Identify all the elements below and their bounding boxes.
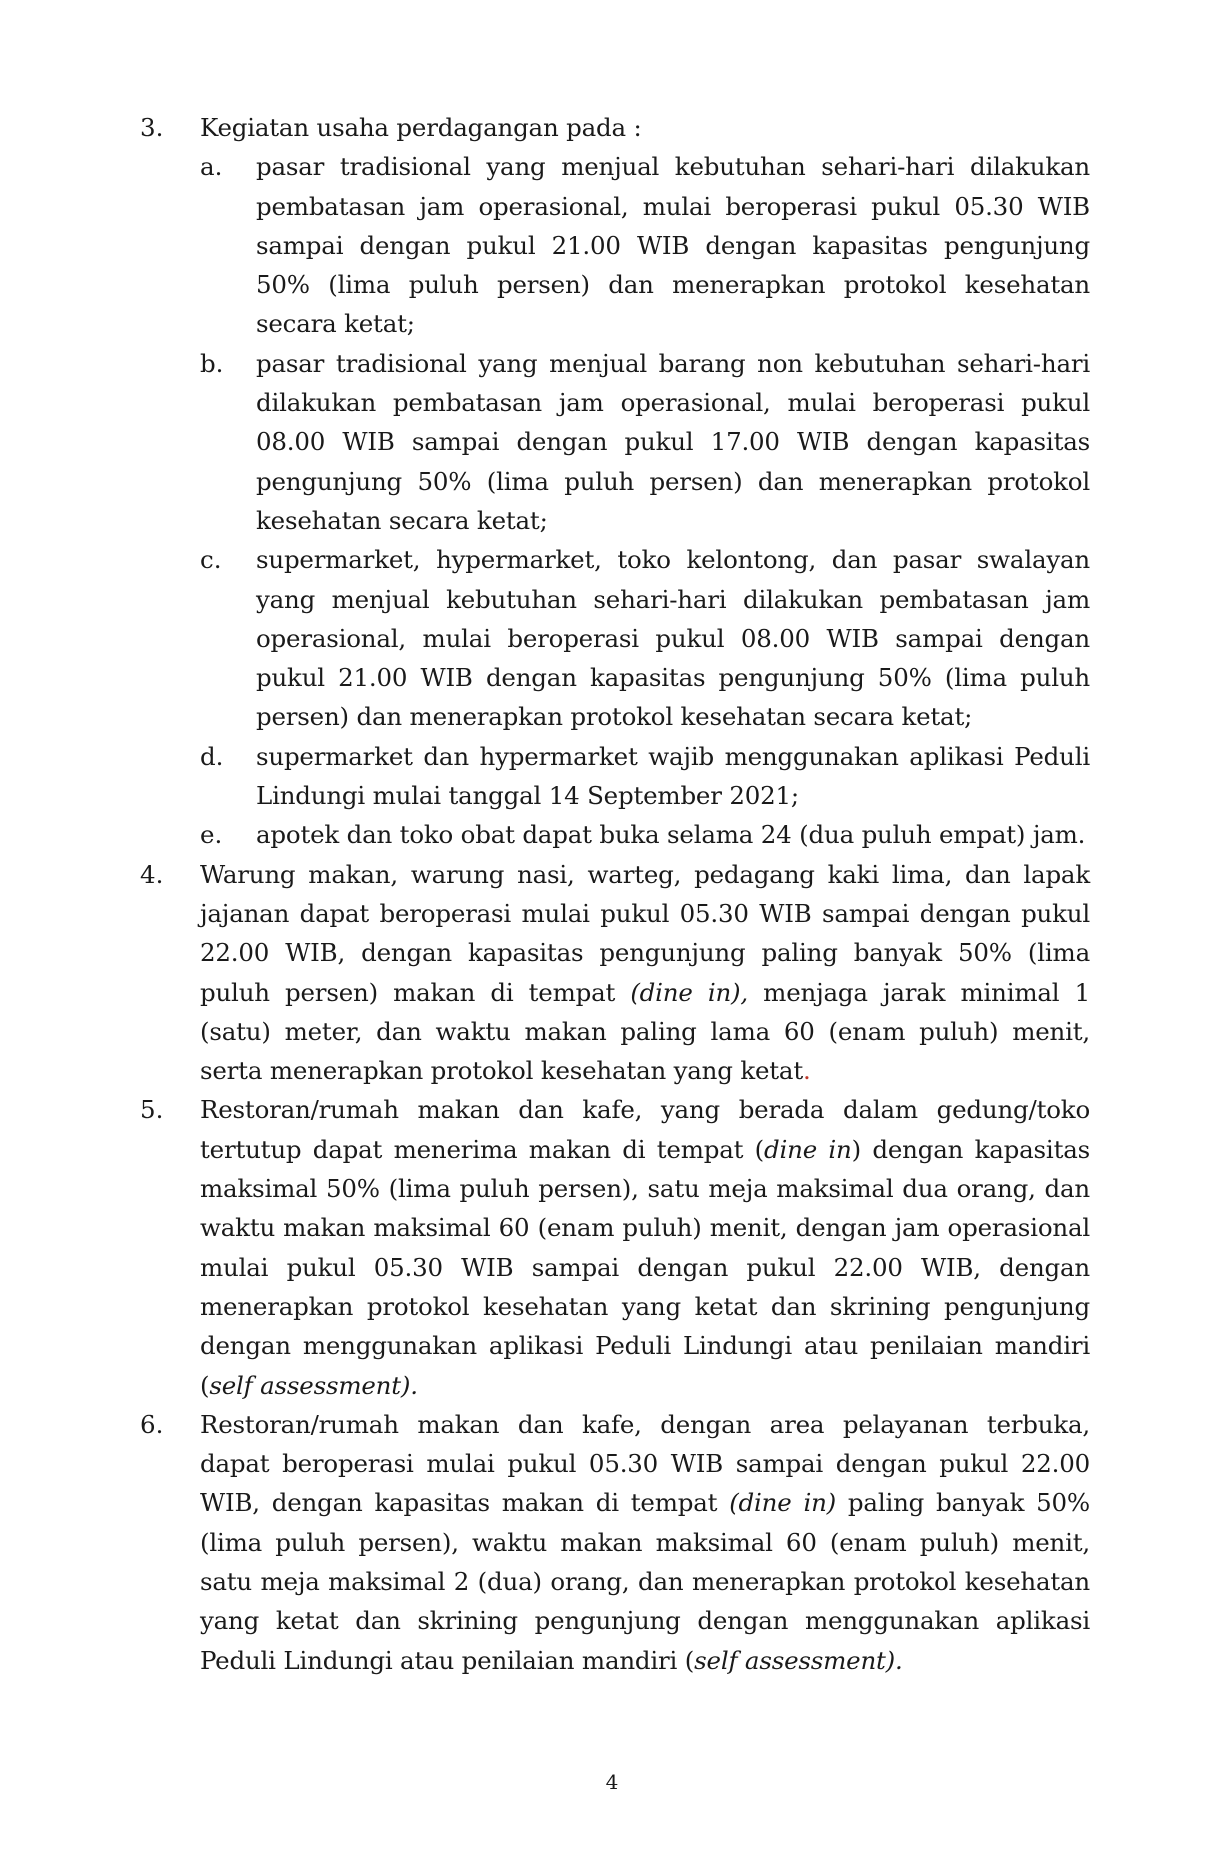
subitem-a (200, 147, 1090, 343)
list-item-5 (140, 1090, 1090, 1404)
italic-segment: (dine in), (630, 977, 748, 1007)
subitem-text: apotek dan toko obat dapat buka selama 24 (dua puluh empat) jam. (256, 820, 1086, 850)
subitem-text: supermarket dan hypermarket wajib menggunakan aplikasi Peduli Lindungi mulai tanggal 14 September 2021; (256, 741, 1090, 811)
item-number: 4. (140, 859, 164, 889)
text-segment: ) dengan kapasitas maksimal 50% (lima puluh persen), satu meja maksimal dua orang, dan waktu makan maksimal 60 (enam puluh) menit, dengan jam operasional mulai pukul 05.30 WIB sampai dengan pukul 22.00 WIB, dengan menerapkan protokol kesehatan yang ketat dan skrining pengunjung dengan menggunakan aplikasi Peduli Lindungi atau penilaian mandiri ( (200, 1134, 1090, 1400)
item-text (200, 855, 1090, 1091)
item-text (200, 1405, 1090, 1680)
text-segment: Restoran/rumah makan dan kafe, yang berada dalam gedung/toko tertutup dapat menerima makan di tempat ( (200, 1095, 1090, 1164)
subitem-letter: c. (200, 545, 222, 575)
subitem-e (200, 815, 1090, 854)
end-mark: . (802, 1056, 811, 1086)
subitem-letter: b. (200, 348, 224, 378)
item-number: 5. (140, 1095, 164, 1125)
italic-segment: dine in (764, 1134, 852, 1164)
subitem-d (200, 737, 1090, 816)
subitem-text: pasar tradisional yang menjual barang non kebutuhan sehari-hari dilakukan pembatasan jam operasional, mulai beroperasi pukul 08.00 WIB sampai dengan pukul 17.00 WIB dengan kapasitas pengunjung 50% (lima puluh persen) dan menerapkan protokol kesehatan secara ketat; (256, 348, 1090, 535)
item-text: Kegiatan usaha perdagangan pada : (200, 113, 642, 142)
subitem-text: pasar tradisional yang menjual kebutuhan sehari-hari dilakukan pembatasan jam operasional, mulai beroperasi pukul 05.30 WIB sampai dengan pukul 21.00 WIB dengan kapasitas pengunjung 50% (lima puluh persen) dan menerapkan protokol kesehatan secara ketat; (256, 152, 1090, 339)
document-body (140, 108, 1090, 1680)
italic-segment: self assessment). (694, 1645, 903, 1675)
text-segment: Restoran/rumah makan dan kafe, dengan area pelayanan terbuka, dapat beroperasi mulai pukul 05.30 WIB sampai dengan pukul 22.00 WIB, dengan kapasitas makan di tempat (200, 1409, 1090, 1518)
text-segment: paling banyak 50% (lima puluh persen), waktu makan maksimal 60 (enam puluh) menit, satu meja maksimal 2 (dua) orang, dan menerapkan protokol kesehatan yang ketat dan skrining pengunjung dengan menggunakan aplikasi Peduli Lindungi atau penilaian mandiri ( (200, 1488, 1090, 1675)
list-item-4 (140, 855, 1090, 1091)
text-segment: menjaga jarak minimal 1 (satu) meter, dan waktu makan paling lama 60 (enam puluh) menit, serta menerapkan protokol kesehatan yang ketat (200, 977, 1090, 1086)
subitem-text: supermarket, hypermarket, toko kelontong, dan pasar swalayan yang menjual kebutuhan sehari-hari dilakukan pembatasan jam operasional, mulai beroperasi pukul 08.00 WIB sampai dengan pukul 21.00 WIB dengan kapasitas pengunjung 50% (lima puluh persen) dan menerapkan protokol kesehatan secara ketat; (256, 545, 1090, 732)
subitem-letter: e. (200, 820, 223, 850)
page-number: 4 (605, 1770, 619, 1794)
subitem-b (200, 344, 1090, 540)
text-segment: Warung makan, warung nasi, warteg, pedagang kaki lima, dan lapak jajanan dapat beroperasi mulai pukul 05.30 WIB sampai dengan pukul 22.00 WIB, dengan kapasitas pengunjung paling banyak 50% (lima puluh persen) makan di tempat (200, 859, 1090, 1007)
italic-segment: (dine in) (729, 1488, 837, 1518)
list-item-3 (140, 108, 1090, 855)
italic-segment: self assessment). (209, 1370, 418, 1400)
item-number: 6. (140, 1409, 164, 1439)
item-text (200, 1090, 1090, 1404)
list-item-6 (140, 1405, 1090, 1680)
subitem-c (200, 540, 1090, 736)
item-number: 3. (140, 113, 164, 142)
subitem-letter: a. (200, 152, 223, 182)
subitem-letter: d. (200, 741, 224, 771)
